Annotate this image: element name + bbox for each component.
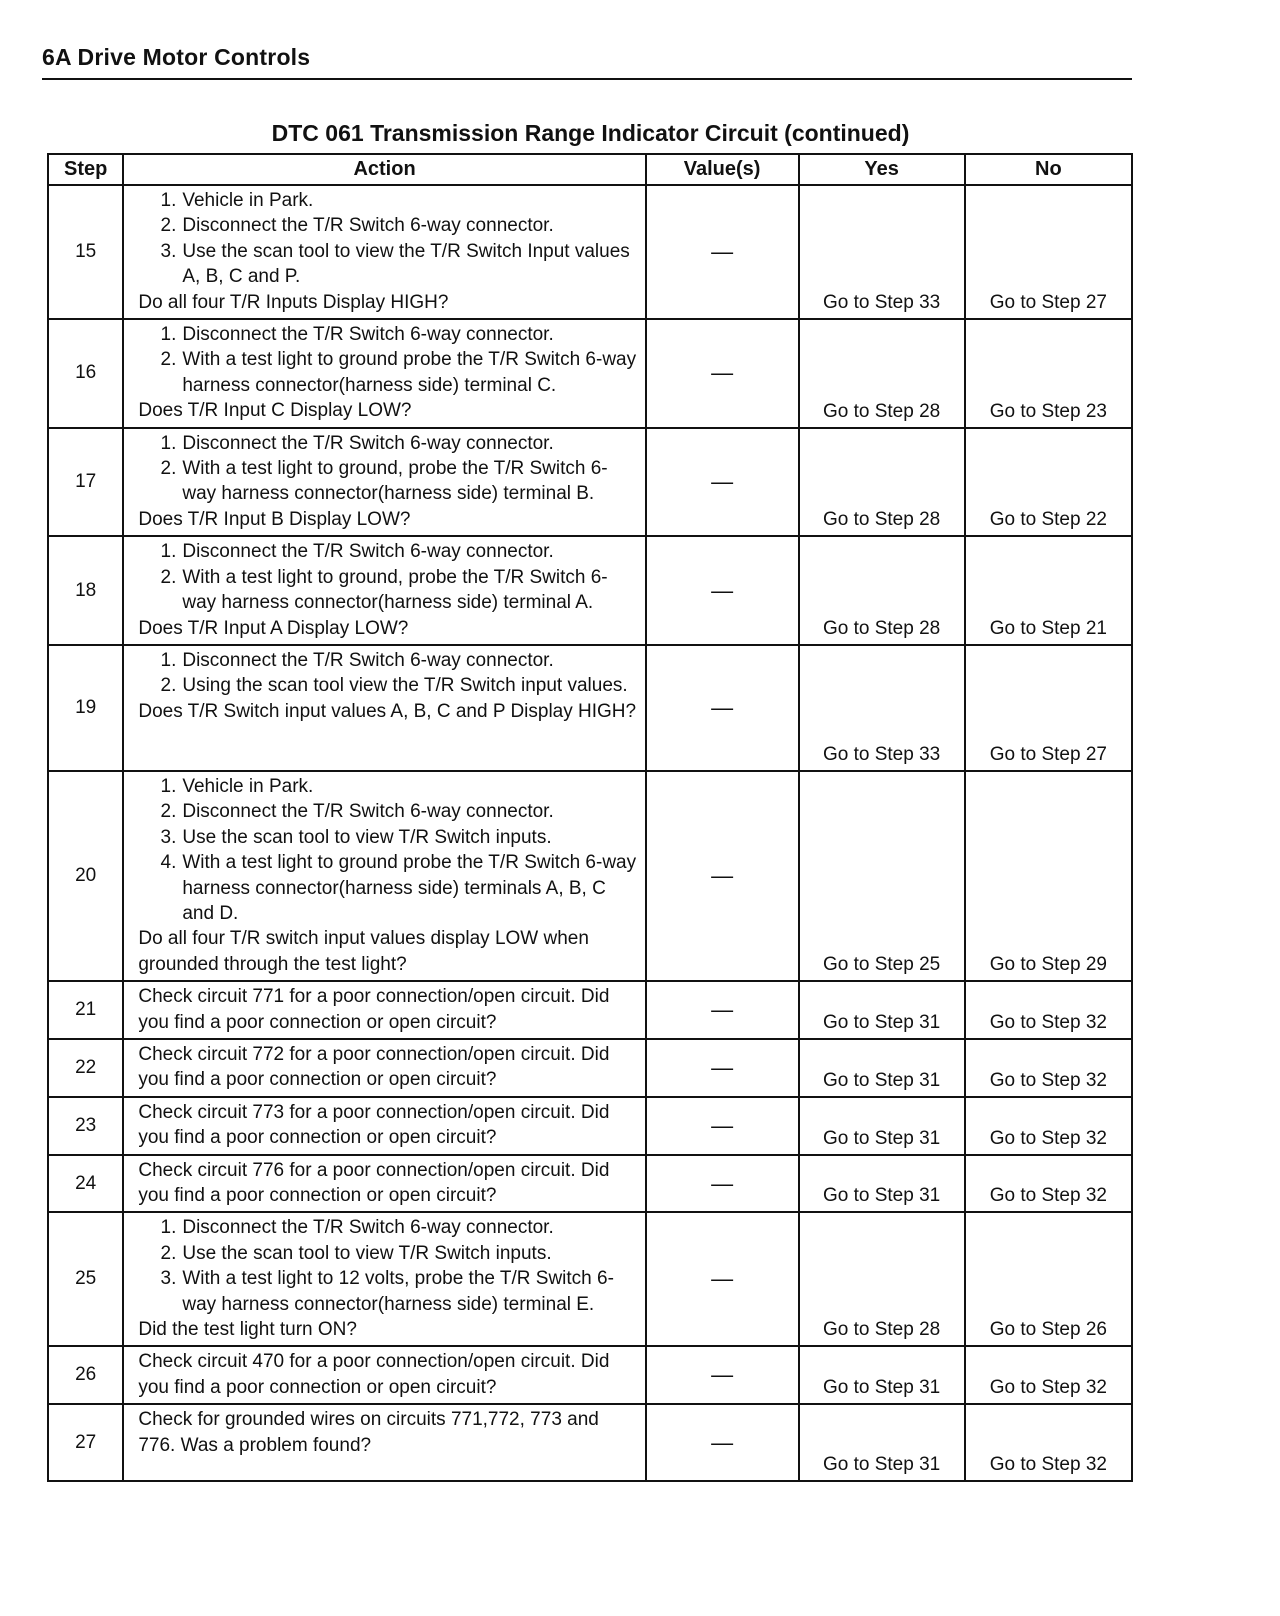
table-row [48, 536, 1132, 645]
action-item: 1. Vehicle in Park. [160, 775, 314, 797]
value-cell: — [646, 981, 799, 1039]
table-row [48, 1155, 1132, 1213]
column-header-yes: Yes [799, 154, 965, 185]
column-header-step: Step [48, 154, 123, 185]
step-number: 17 [48, 428, 123, 537]
value-cell: — [646, 319, 799, 428]
yes-cell: Go to Step 31 [799, 1097, 965, 1155]
yes-cell: Go to Step 33 [799, 185, 965, 319]
table-row [48, 645, 1132, 771]
table-row [48, 1039, 1132, 1097]
action-question: Check for grounded wires on circuits 771,772, 773 and 776. Was a problem found? [138, 1409, 599, 1456]
action-question: Did the test light turn ON? [138, 1319, 357, 1341]
action-item: 2. Disconnect the T/R Switch 6-way connector. [160, 215, 554, 237]
action-item: 2. Disconnect the T/R Switch 6-way connector. [160, 801, 554, 823]
value-cell: — [646, 185, 799, 319]
step-number: 25 [48, 1212, 123, 1346]
yes-cell: Go to Step 31 [799, 1404, 965, 1481]
step-number: 23 [48, 1097, 123, 1155]
action-cell [123, 645, 645, 771]
action-question: Check circuit 470 for a poor connection/open circuit. Did you find a poor connection or open circuit? [138, 1351, 610, 1398]
yes-cell: Go to Step 31 [799, 1155, 965, 1213]
yes-cell: Go to Step 28 [799, 319, 965, 428]
action-item: 2. Use the scan tool to view T/R Switch inputs. [160, 1242, 552, 1264]
value-cell: — [646, 428, 799, 537]
yes-cell: Go to Step 31 [799, 981, 965, 1039]
step-number: 15 [48, 185, 123, 319]
action-item: 1. Disconnect the T/R Switch 6-way connector. [160, 649, 554, 671]
action-item: 2. With a test light to ground, probe the T/R Switch 6-way harness connector(harness side) terminal B. [160, 458, 608, 505]
table-row [48, 185, 1132, 319]
step-number: 27 [48, 1404, 123, 1481]
no-cell: Go to Step 32 [965, 1346, 1132, 1404]
column-header-no: No [965, 154, 1132, 185]
no-cell: Go to Step 32 [965, 1097, 1132, 1155]
action-cell [123, 536, 645, 645]
no-cell: Go to Step 27 [965, 645, 1132, 771]
action-cell [123, 981, 645, 1039]
step-number: 16 [48, 319, 123, 428]
action-question: Does T/R Input C Display LOW? [138, 400, 412, 422]
action-item: 3. With a test light to 12 volts, probe the T/R Switch 6-way harness connector(harness side) terminal E. [160, 1268, 614, 1315]
yes-cell: Go to Step 28 [799, 1212, 965, 1346]
no-cell: Go to Step 22 [965, 428, 1132, 537]
action-item: 1. Disconnect the T/R Switch 6-way connector. [160, 1217, 554, 1239]
yes-cell: Go to Step 33 [799, 645, 965, 771]
no-cell: Go to Step 23 [965, 319, 1132, 428]
action-question: Check circuit 772 for a poor connection/open circuit. Did you find a poor connection or open circuit? [138, 1043, 610, 1091]
section-title: 6A Drive Motor Controls [42, 44, 311, 70]
value-cell: — [646, 1097, 799, 1155]
action-item: 1. Vehicle in Park. [160, 190, 314, 211]
table-header-row [48, 154, 1132, 185]
action-item: 2. Using the scan tool view the T/R Switch input values. [160, 675, 628, 697]
step-number: 18 [48, 536, 123, 645]
step-number: 24 [48, 1155, 123, 1213]
action-cell [123, 1155, 645, 1213]
table-row [48, 319, 1132, 428]
no-cell: Go to Step 26 [965, 1212, 1132, 1346]
action-question: Does T/R Switch input values A, B, C and P Display HIGH? [138, 700, 637, 722]
no-cell: Go to Step 29 [965, 771, 1132, 981]
value-cell: — [646, 645, 799, 771]
action-cell [123, 1404, 645, 1481]
action-cell [123, 319, 645, 428]
action-cell [123, 1346, 645, 1404]
table-row [48, 1404, 1132, 1481]
value-cell: — [646, 1039, 799, 1097]
value-cell: — [646, 1155, 799, 1213]
column-header-values: Value(s) [646, 154, 799, 185]
table-row [48, 981, 1132, 1039]
yes-cell: Go to Step 28 [799, 536, 965, 645]
column-header-action: Action [123, 154, 645, 185]
action-cell [123, 185, 645, 319]
action-question: Does T/R Input B Display LOW? [138, 508, 411, 530]
action-cell [123, 428, 645, 537]
value-cell: — [646, 1346, 799, 1404]
table-row [48, 771, 1132, 981]
action-item: 1. Disconnect the T/R Switch 6-way connector. [160, 324, 554, 346]
yes-cell: Go to Step 31 [799, 1346, 965, 1404]
yes-cell: Go to Step 28 [799, 428, 965, 537]
page-header [42, 44, 1132, 71]
table-row [48, 428, 1132, 537]
action-item: 1. Disconnect the T/R Switch 6-way connector. [160, 432, 554, 454]
table-row [48, 1346, 1132, 1404]
action-cell [123, 1212, 645, 1346]
value-cell: — [646, 536, 799, 645]
value-cell: — [646, 1404, 799, 1481]
no-cell: Go to Step 32 [965, 981, 1132, 1039]
value-cell: — [646, 1212, 799, 1346]
table-row [48, 1097, 1132, 1155]
no-cell: Go to Step 32 [965, 1039, 1132, 1097]
diagnostic-table [47, 153, 1133, 1482]
action-cell [123, 1039, 645, 1097]
action-item: 2. With a test light to ground, probe the T/R Switch 6-way harness connector(harness side) terminal A. [160, 566, 608, 614]
yes-cell: Go to Step 31 [799, 1039, 965, 1097]
action-question: Check circuit 771 for a poor connection/open circuit. Did you find a poor connection or open circuit? [138, 986, 610, 1033]
yes-cell: Go to Step 25 [799, 771, 965, 981]
table-title: DTC 061 Transmission Range Indicator Circuit (continued) [271, 120, 910, 146]
action-question: Does T/R Input A Display LOW? [138, 617, 409, 639]
action-item: 3. Use the scan tool to view the T/R Switch Input values A, B, C and P. [160, 240, 630, 288]
action-question: Check circuit 773 for a poor connection/open circuit. Did you find a poor connection or open circuit? [138, 1101, 610, 1149]
step-number: 19 [48, 645, 123, 771]
action-item: 3. Use the scan tool to view T/R Switch inputs. [160, 826, 552, 848]
action-cell [123, 771, 645, 981]
header-rule [42, 78, 1132, 80]
step-number: 20 [48, 771, 123, 981]
step-number: 21 [48, 981, 123, 1039]
value-cell: — [646, 771, 799, 981]
table-row [48, 1212, 1132, 1346]
step-number: 22 [48, 1039, 123, 1097]
action-item: 2. With a test light to ground probe the T/R Switch 6-way harness connector(harness side) terminal C. [160, 349, 637, 396]
step-number: 26 [48, 1346, 123, 1404]
no-cell: Go to Step 27 [965, 185, 1132, 319]
no-cell: Go to Step 21 [965, 536, 1132, 645]
no-cell: Go to Step 32 [965, 1155, 1132, 1213]
action-question: Do all four T/R switch input values display LOW when grounded through the test light? [138, 928, 589, 975]
action-question: Check circuit 776 for a poor connection/open circuit. Did you find a poor connection or open circuit? [138, 1159, 610, 1206]
action-question: Do all four T/R Inputs Display HIGH? [138, 291, 449, 313]
action-item: 1. Disconnect the T/R Switch 6-way connector. [160, 541, 554, 563]
action-item: 4. With a test light to ground probe the T/R Switch 6-way harness connector(harness side) terminals A, B, C and D. [160, 852, 637, 924]
no-cell: Go to Step 32 [965, 1404, 1132, 1481]
table-body [48, 185, 1132, 1481]
action-cell [123, 1097, 645, 1155]
